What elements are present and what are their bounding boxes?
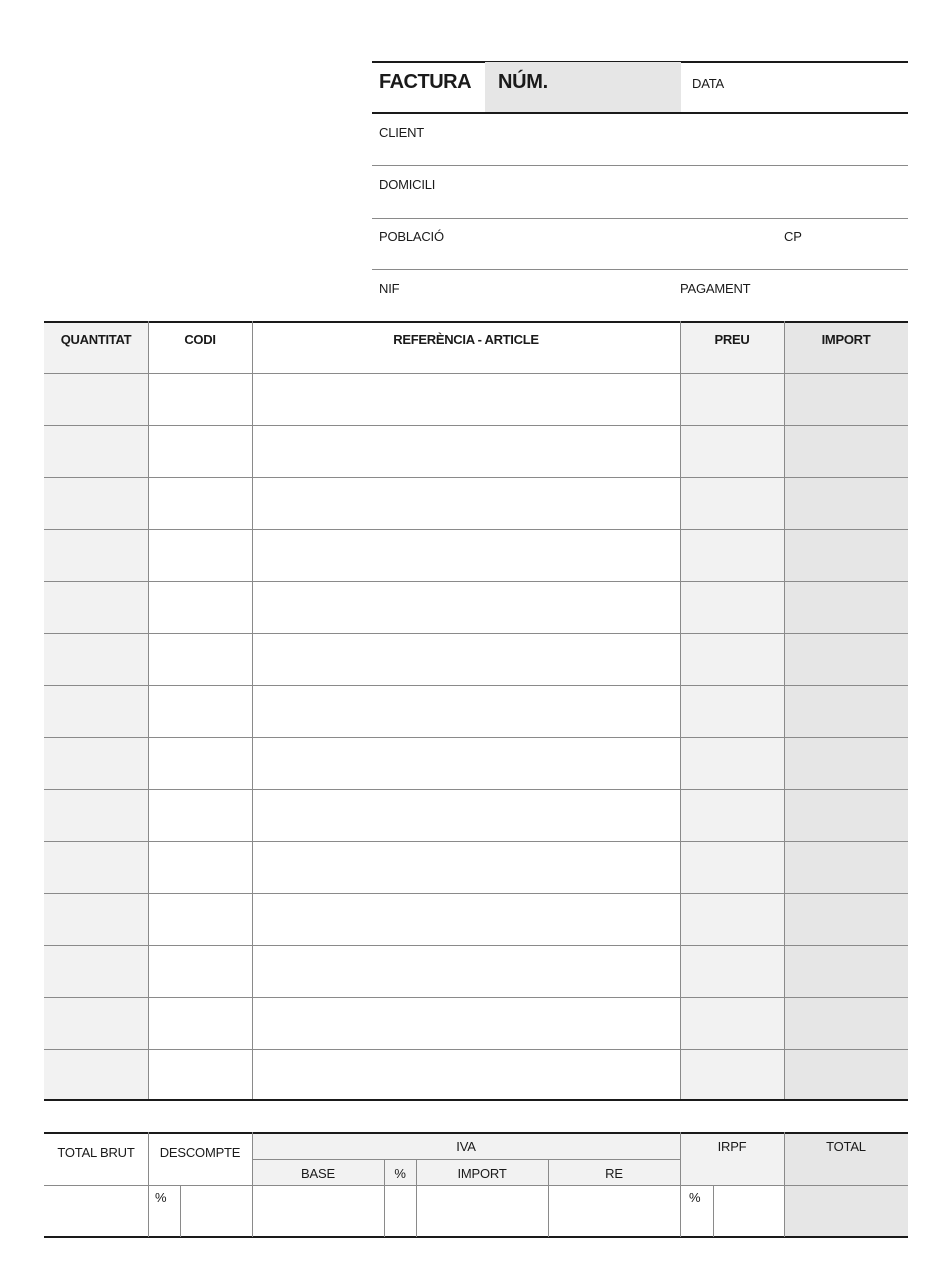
domicili-field[interactable] [450, 166, 908, 218]
table-row[interactable] [44, 634, 908, 685]
table-row[interactable] [44, 426, 908, 477]
total-label: TOTAL [826, 1139, 866, 1154]
iva-percent-field[interactable] [385, 1186, 416, 1236]
iva-subheader-line [252, 1159, 680, 1160]
table-top-border [44, 321, 908, 323]
poblacio-field[interactable] [455, 219, 775, 269]
poblacio-label: POBLACIÓ [379, 229, 444, 244]
total-field[interactable] [785, 1186, 908, 1236]
descompte-field[interactable] [181, 1186, 252, 1236]
pagament-label: PAGAMENT [680, 281, 751, 296]
table-row[interactable] [44, 842, 908, 893]
descompte-percent-symbol: % [155, 1190, 167, 1205]
invoice-header [0, 0, 944, 310]
pagament-field[interactable] [760, 270, 908, 310]
table-row[interactable] [44, 1050, 908, 1099]
iva-base-field[interactable] [253, 1186, 384, 1236]
table-row[interactable] [44, 530, 908, 581]
irpf-field[interactable] [714, 1186, 784, 1236]
date-label: DATA [692, 76, 724, 91]
table-row[interactable] [44, 790, 908, 841]
iva-base-label: BASE [301, 1166, 335, 1181]
totals-top-border [44, 1132, 908, 1134]
total-brut-field[interactable] [44, 1186, 148, 1236]
client-label: CLIENT [379, 125, 425, 140]
iva-label: IVA [456, 1139, 476, 1154]
cp-field[interactable] [805, 219, 908, 269]
table-bottom-border [44, 1099, 908, 1101]
iva-import-label: IMPORT [457, 1166, 507, 1181]
cp-label: CP [784, 229, 802, 244]
irpf-percent-symbol: % [689, 1190, 701, 1205]
domicili-label: DOMICILI [379, 177, 436, 192]
descompte-label: DESCOMPTE [159, 1145, 241, 1160]
nif-field[interactable] [405, 270, 670, 310]
col-header-preu: PREU [714, 332, 750, 347]
table-row[interactable] [44, 998, 908, 1049]
date-field[interactable] [681, 62, 908, 112]
table-row[interactable] [44, 738, 908, 789]
total-brut-label: TOTAL BRUT [57, 1145, 135, 1160]
client-field[interactable] [440, 114, 908, 165]
col-header-codi: CODI [184, 332, 216, 347]
invoice-number-label: NÚM. [498, 71, 548, 93]
irpf-label: IRPF [717, 1139, 747, 1154]
items-table [44, 321, 908, 1101]
table-row[interactable] [44, 582, 908, 633]
col-header-import: IMPORT [821, 332, 871, 347]
col-header-quantitat: QUANTITAT [60, 332, 132, 347]
iva-import-field[interactable] [417, 1186, 548, 1236]
table-row[interactable] [44, 686, 908, 737]
col-header-referencia: REFERÈNCIA - ARTICLE [393, 332, 539, 347]
iva-re-label: RE [605, 1166, 623, 1181]
table-row[interactable] [44, 946, 908, 997]
totals-bottom-border [44, 1236, 908, 1238]
invoice-title: FACTURA [379, 71, 472, 93]
totals-table [44, 1132, 908, 1238]
iva-percent-label: % [394, 1166, 406, 1181]
nif-label: NIF [379, 281, 400, 296]
table-row[interactable] [44, 374, 908, 425]
iva-re-field[interactable] [549, 1186, 680, 1236]
table-row[interactable] [44, 478, 908, 529]
table-row[interactable] [44, 894, 908, 945]
